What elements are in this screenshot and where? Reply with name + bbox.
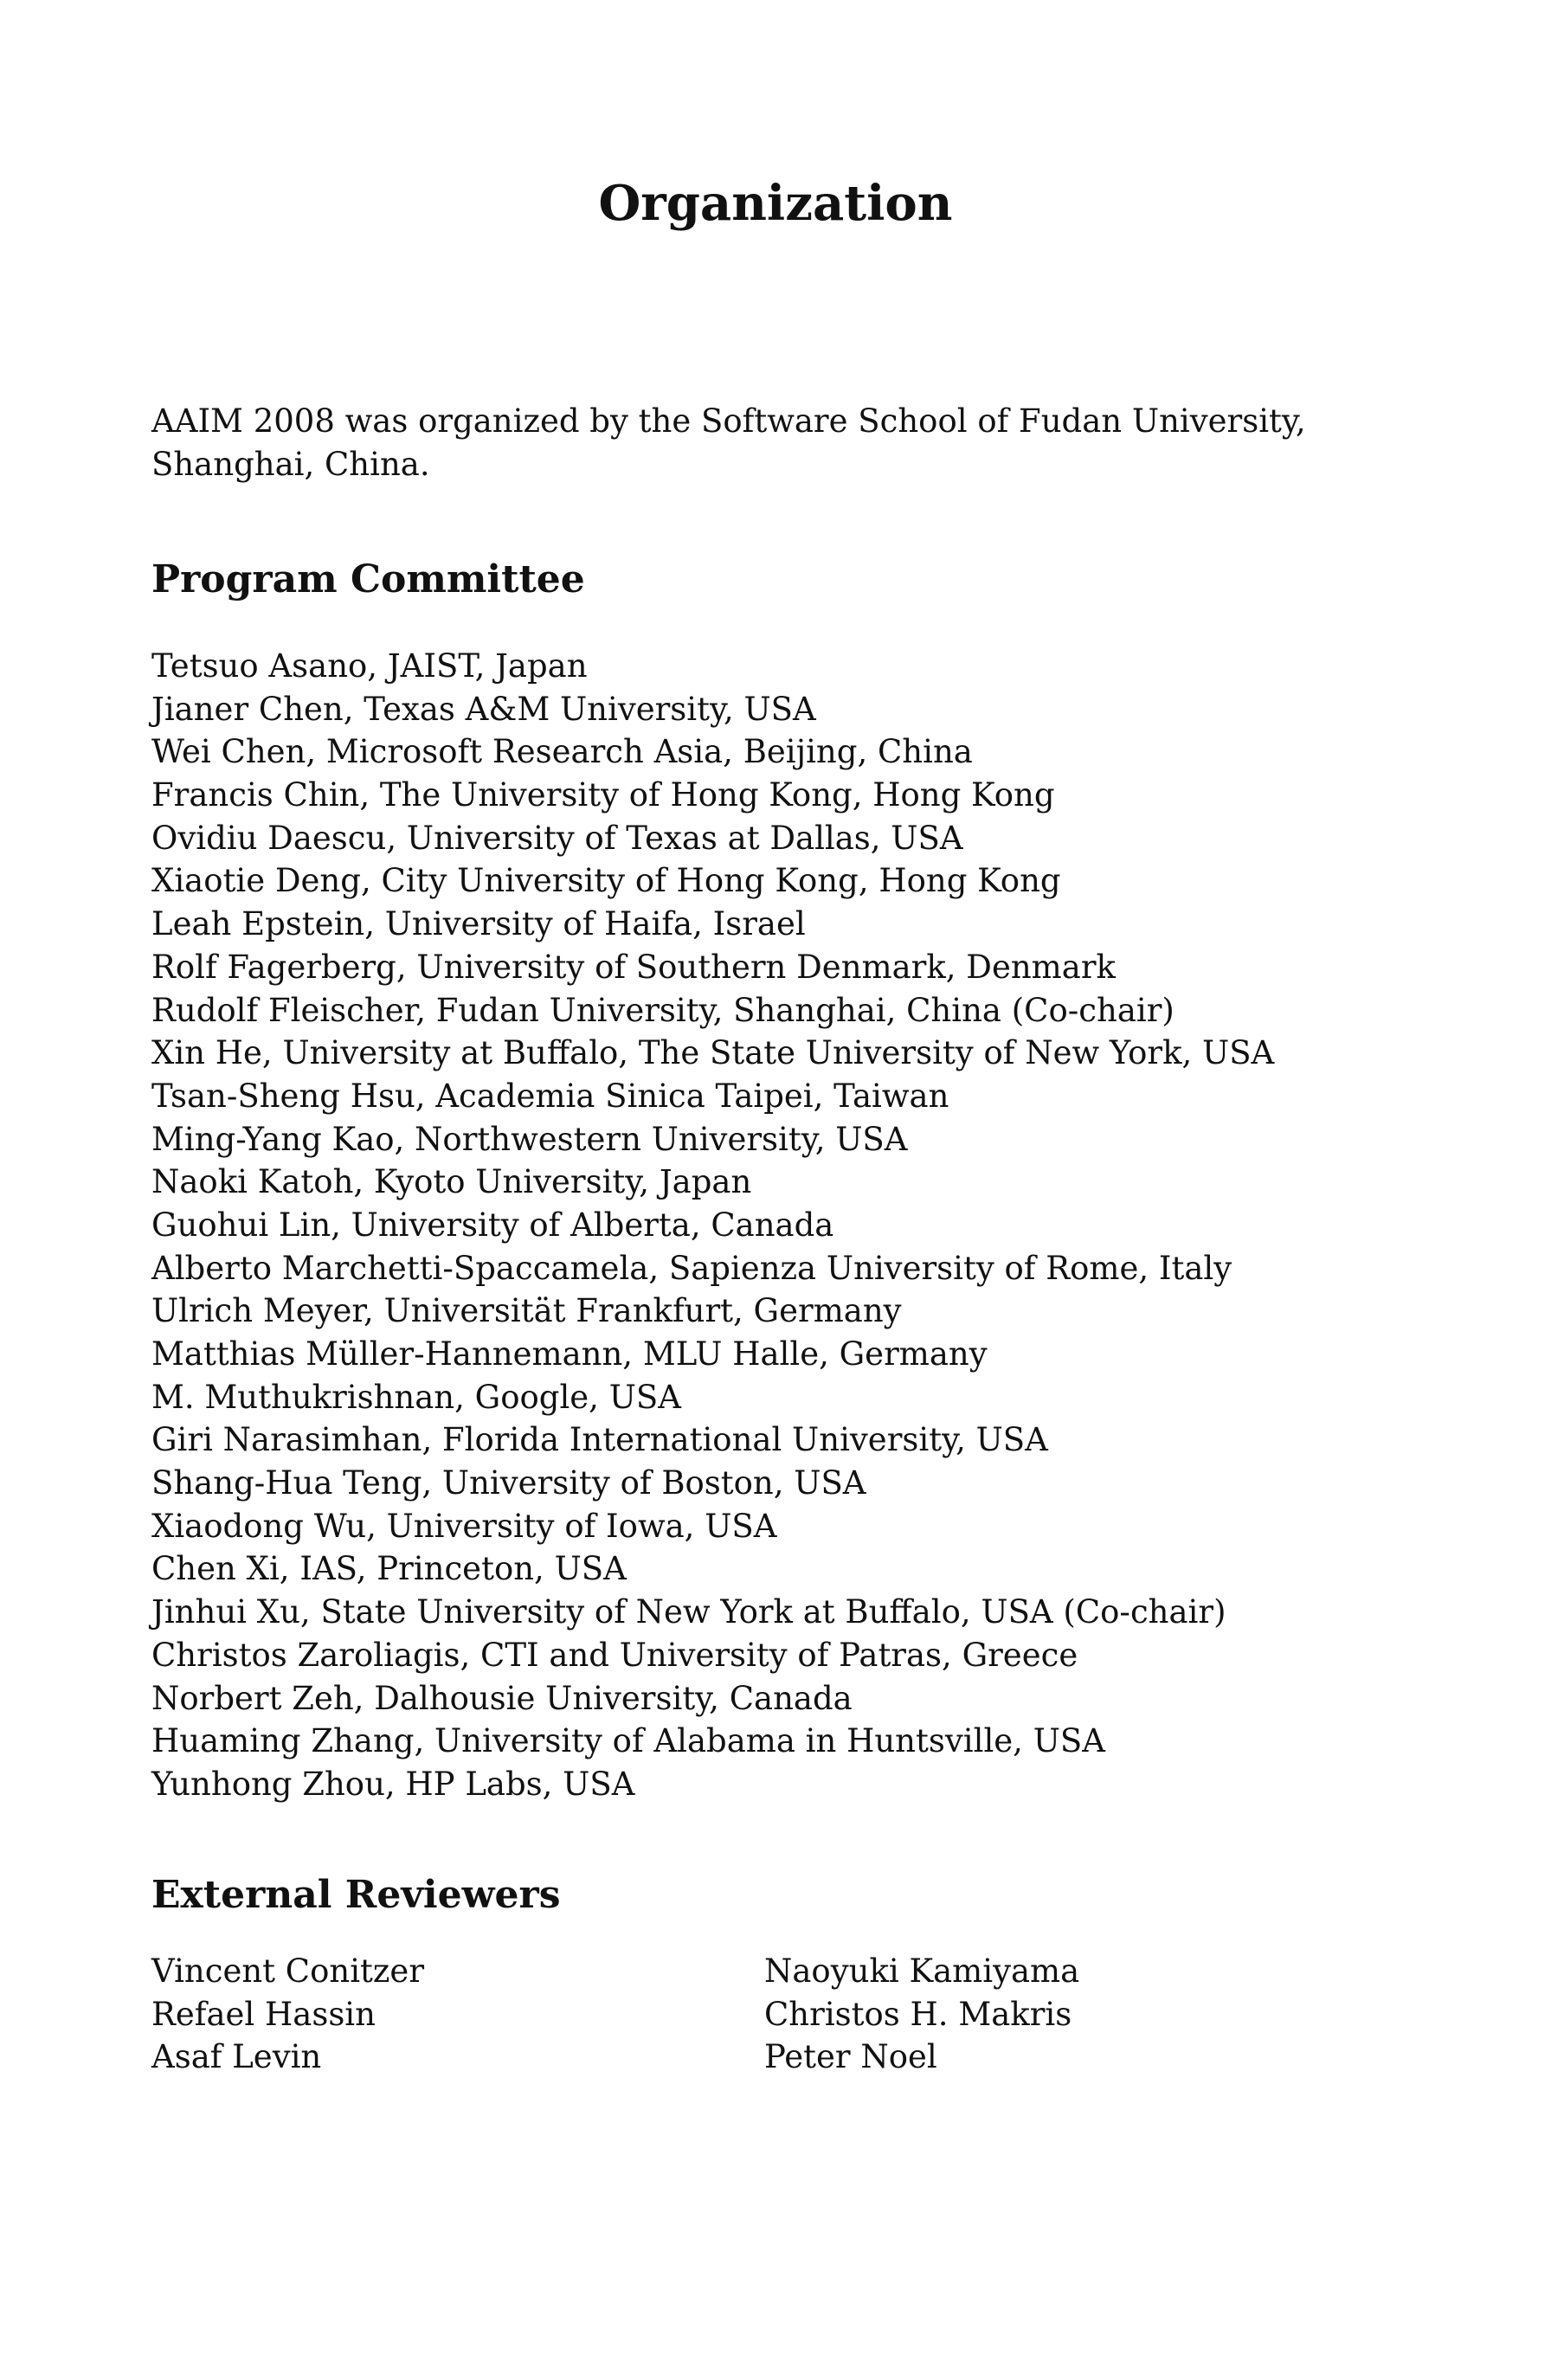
external-reviewers-heading: External Reviewers (151, 1873, 561, 1917)
committee-member: Norbert Zeh, Dalhousie University, Canada (151, 1679, 853, 1717)
committee-member: Tetsuo Asano, JAIST, Japan (151, 647, 588, 685)
committee-member: Jianer Chen, Texas A&M University, USA (151, 690, 816, 728)
committee-member: Leah Epstein, University of Haifa, Israel (151, 905, 806, 943)
page-title: Organization (598, 175, 953, 232)
committee-member: Xiaodong Wu, University of Iowa, USA (151, 1507, 777, 1545)
reviewer-name: Asaf Levin (151, 2038, 322, 2076)
committee-member: Giri Narasimhan, Florida International University, USA (151, 1421, 1048, 1459)
committee-member: Yunhong Zhou, HP Labs, USA (151, 1765, 635, 1803)
committee-member: Rolf Fagerberg, University of Southern Denmark, Denmark (151, 948, 1116, 986)
committee-member: Naoki Katoh, Kyoto University, Japan (151, 1163, 752, 1201)
program-committee-list (151, 645, 1274, 1806)
committee-member: M. Muthukrishnan, Google, USA (151, 1378, 681, 1416)
reviewer-name: Christos H. Makris (764, 1995, 1072, 2033)
reviewer-name: Naoyuki Kamiyama (764, 1952, 1080, 1990)
reviewers-right-column (764, 1950, 1079, 2079)
committee-member: Jinhui Xu, State University of New York at Buffalo, USA (Co-chair) (151, 1593, 1226, 1631)
intro-paragraph: AAIM 2008 was organized by the Software School of Fudan University, Shanghai, China. (151, 402, 1306, 483)
committee-member: Ming-Yang Kao, Northwestern University, USA (151, 1120, 908, 1158)
committee-member: Rudolf Fleischer, Fudan University, Shanghai, China (Co-chair) (151, 991, 1175, 1029)
committee-member: Ulrich Meyer, Universität Frankfurt, Germany (151, 1292, 902, 1330)
committee-member: Huaming Zhang, University of Alabama in Huntsville, USA (151, 1722, 1105, 1760)
committee-member: Xin He, University at Buffalo, The State University of New York, USA (151, 1034, 1275, 1072)
committee-member: Christos Zaroliagis, CTI and University of Patras, Greece (151, 1636, 1078, 1674)
program-committee-heading: Program Committee (151, 557, 585, 601)
committee-member: Wei Chen, Microsoft Research Asia, Beijing, China (151, 733, 973, 771)
committee-member: Shang-Hua Teng, University of Boston, USA (151, 1464, 866, 1502)
committee-member: Tsan-Sheng Hsu, Academia Sinica Taipei, Taiwan (151, 1077, 949, 1115)
committee-member: Guohui Lin, University of Alberta, Canada (151, 1206, 834, 1244)
reviewer-name: Peter Noel (764, 2038, 937, 2076)
committee-member: Alberto Marchetti-Spaccamela, Sapienza University of Rome, Italy (151, 1249, 1232, 1287)
committee-member: Chen Xi, IAS, Princeton, USA (151, 1550, 627, 1588)
reviewers-left-column (151, 1950, 424, 2079)
committee-member: Ovidiu Daescu, University of Texas at Dallas, USA (151, 819, 963, 857)
reviewer-name: Vincent Conitzer (151, 1952, 425, 1990)
committee-member: Matthias Müller-Hannemann, MLU Halle, Germany (151, 1335, 988, 1373)
committee-member: Francis Chin, The University of Hong Kong, Hong Kong (151, 776, 1055, 814)
committee-member: Xiaotie Deng, City University of Hong Kong, Hong Kong (151, 862, 1061, 900)
reviewer-name: Refael Hassin (151, 1995, 376, 2033)
